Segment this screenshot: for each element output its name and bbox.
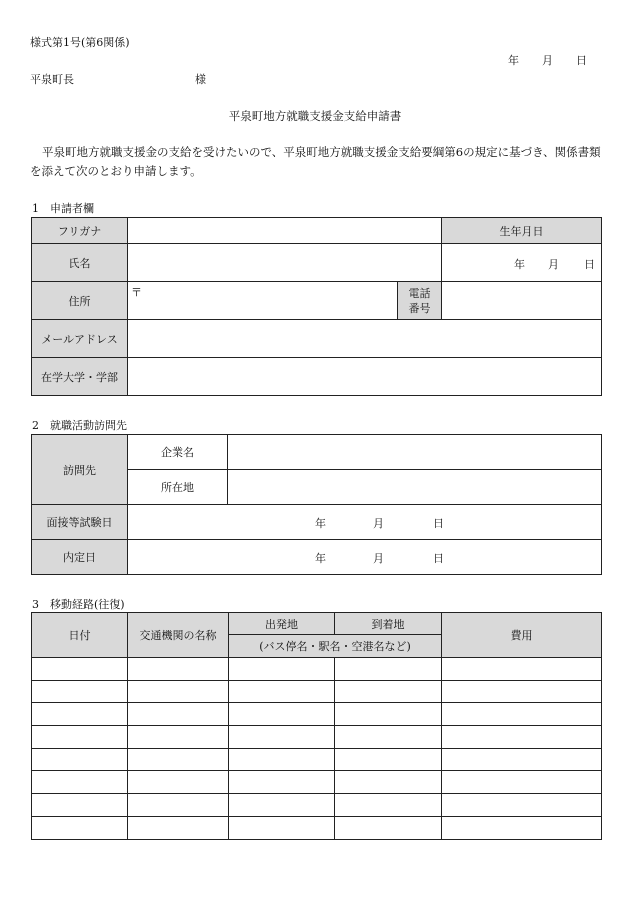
location-field[interactable] [228, 470, 602, 505]
route-cost-cell[interactable] [442, 658, 602, 681]
birthdate-label: 生年月日 [442, 218, 602, 244]
route-arrival-cell[interactable] [335, 658, 442, 681]
route-arrival-cell[interactable] [335, 680, 442, 703]
university-field[interactable] [128, 358, 602, 396]
route-date-header: 日付 [32, 613, 128, 658]
route-row [32, 703, 602, 726]
route-transport-cell[interactable] [128, 726, 229, 749]
company-label: 企業名 [128, 435, 228, 470]
furigana-field[interactable] [128, 218, 442, 244]
route-row [32, 748, 602, 771]
section2-heading: 2 就職活動訪問先 [32, 419, 127, 432]
phone-field[interactable] [442, 282, 602, 320]
name-field[interactable] [128, 244, 442, 282]
offer-day-label: 日 [433, 552, 444, 565]
email-label: メールアドレス [32, 320, 128, 358]
route-arrival-cell[interactable] [335, 726, 442, 749]
phone-label-line1: 電話 [408, 286, 431, 300]
university-label: 在学大学・学部 [32, 358, 128, 396]
route-arrival-cell[interactable] [335, 771, 442, 794]
route-place-note: (バス停名・駅名・空港名など) [229, 635, 442, 658]
applicant-table [31, 217, 602, 396]
birth-year-label: 年 [514, 257, 525, 271]
route-departure-cell[interactable] [229, 748, 335, 771]
route-date-cell[interactable] [32, 726, 128, 749]
address-field[interactable] [128, 282, 398, 320]
date-month-label: 月 [542, 54, 553, 67]
phone-label-line2: 番号 [408, 301, 431, 315]
route-row [32, 771, 602, 794]
route-transport-header: 交通機関の名称 [128, 613, 229, 658]
route-arrival-cell[interactable] [335, 748, 442, 771]
birth-month-label: 月 [548, 257, 559, 271]
offer-date-label: 内定日 [32, 540, 128, 575]
phone-label [398, 282, 442, 320]
interview-date-field[interactable] [128, 505, 602, 540]
route-transport-cell[interactable] [128, 658, 229, 681]
offer-year-label: 年 [315, 552, 326, 565]
route-transport-cell[interactable] [128, 703, 229, 726]
route-cost-cell[interactable] [442, 794, 602, 817]
route-date-cell[interactable] [32, 703, 128, 726]
route-departure-cell[interactable] [229, 816, 335, 839]
route-departure-cell[interactable] [229, 771, 335, 794]
route-row [32, 816, 602, 839]
route-departure-cell[interactable] [229, 658, 335, 681]
route-date-cell[interactable] [32, 771, 128, 794]
route-cost-cell[interactable] [442, 726, 602, 749]
form-number: 様式第1号(第6関係) [30, 36, 130, 49]
route-row [32, 794, 602, 817]
route-date-cell[interactable] [32, 794, 128, 817]
route-departure-cell[interactable] [229, 680, 335, 703]
route-arrival-cell[interactable] [335, 816, 442, 839]
section3-heading: 3 移動経路(往復) [32, 598, 125, 611]
route-date-cell[interactable] [32, 816, 128, 839]
route-departure-cell[interactable] [229, 794, 335, 817]
section1-heading: 1 申請者欄 [32, 202, 94, 215]
intro-paragraph: 平泉町地方就職支援金の支給を受けたいので、平泉町地方就職支援金支給要綱第6の規定に基づき、関係書類を添えて次のとおり申請します。 [30, 145, 601, 178]
name-label: 氏名 [32, 244, 128, 282]
route-departure-cell[interactable] [229, 703, 335, 726]
addressee: 平泉町長 [30, 73, 74, 86]
route-arrival-cell[interactable] [335, 703, 442, 726]
route-transport-cell[interactable] [128, 794, 229, 817]
postal-mark: 〒 [131, 286, 142, 299]
birth-day-label: 日 [584, 257, 595, 271]
route-cost-cell[interactable] [442, 748, 602, 771]
route-transport-cell[interactable] [128, 680, 229, 703]
route-cost-cell[interactable] [442, 816, 602, 839]
route-arrival-header: 到着地 [335, 613, 442, 635]
route-row [32, 726, 602, 749]
route-departure-header: 出発地 [229, 613, 335, 635]
route-cost-header: 費用 [442, 613, 602, 658]
addressee-honorific: 様 [195, 73, 206, 86]
location-label: 所在地 [128, 470, 228, 505]
page-title: 平泉町地方就職支援金支給申請書 [228, 109, 402, 123]
interview-year-label: 年 [315, 517, 326, 530]
route-cost-cell[interactable] [442, 771, 602, 794]
date-year-label: 年 [508, 54, 519, 67]
route-row [32, 658, 602, 681]
address-label: 住所 [32, 282, 128, 320]
company-field[interactable] [228, 435, 602, 470]
birthdate-field[interactable] [442, 244, 602, 282]
route-transport-cell[interactable] [128, 771, 229, 794]
route-transport-cell[interactable] [128, 816, 229, 839]
furigana-label: フリガナ [32, 218, 128, 244]
destination-label: 訪問先 [32, 435, 128, 505]
route-table [31, 612, 602, 840]
email-field[interactable] [128, 320, 602, 358]
interview-date-label: 面接等試験日 [32, 505, 128, 540]
route-date-cell[interactable] [32, 680, 128, 703]
route-arrival-cell[interactable] [335, 794, 442, 817]
route-cost-cell[interactable] [442, 703, 602, 726]
interview-month-label: 月 [373, 517, 384, 530]
interview-day-label: 日 [433, 517, 444, 530]
route-row [32, 680, 602, 703]
route-date-cell[interactable] [32, 748, 128, 771]
route-departure-cell[interactable] [229, 726, 335, 749]
route-date-cell[interactable] [32, 658, 128, 681]
date-day-label: 日 [576, 54, 587, 67]
visit-table [31, 434, 602, 575]
offer-date-field[interactable] [128, 540, 602, 575]
offer-month-label: 月 [373, 552, 384, 565]
route-cost-cell[interactable] [442, 680, 602, 703]
route-transport-cell[interactable] [128, 748, 229, 771]
